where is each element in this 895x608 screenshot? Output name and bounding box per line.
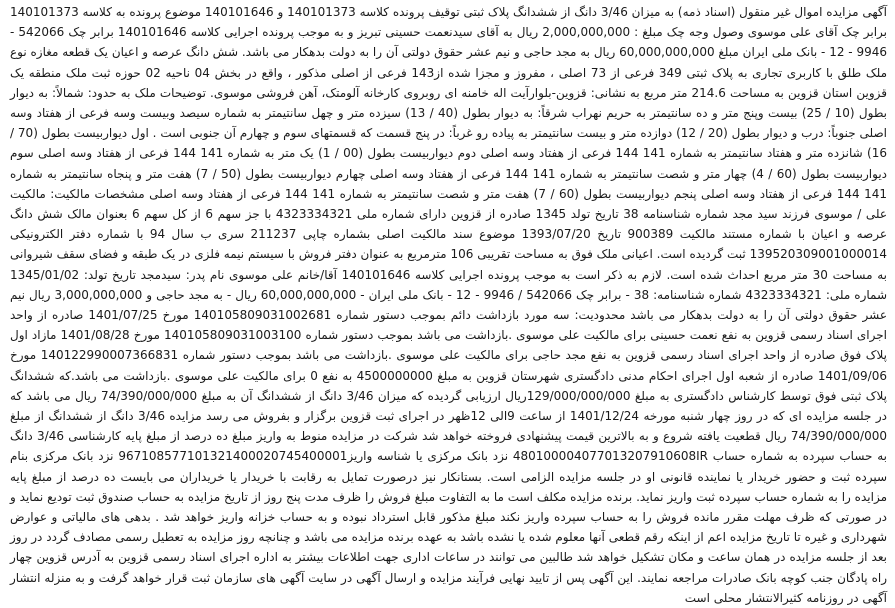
auction-notice-text: آگهی مزایده اموال غیر منقول (اسناد ذمه) به میزان 3/46 دانگ از ششدانگ پلاک ثبتی توقیف پرونده کلاسه 140101373 و 140101646 موضوع پرونده به کلاسه 140101373 برابر چک آقای علی موسوی وصول وجه چک مبلغ : 2,000,000,000 ریال به آقای سیدنعمت حسینی تبریز و به موجب پرونده اجرایی کلاسه 140101646 برابر چک 542066 - 9946 - 12 - بانک ملی ایران مبلغ 60,000,000,000 ریال به مجد حاجی و نیم عشر حقوق دولتی آن را به دولت بدهکار می باشد. شش دانگ عرصه و اعیان یک قطعه مغازه نوع ملک طلق با کاربری تجاری به پلاک ثبتی 349 فرعی از 73 اصلی ، مفروز و مجزا شده از143 فرعی از اصلی مذکور ، واقع در بخش 04 ناحیه 02 حوزه ثبت ملک منطقه یک قزوین استان قزوین به مساحت 214.6 متر مربع به نشانی: قزوین-بلوارآیت اله خامنه ای روبروی کارخانه آلومتک، آهن فروشی موسوی. توضیحات ملک به حدود: شمالاً: به دیوار بطول (10 / 25) بیست وپنج متر و ده سانتیمتر به حریم نهراب شرقاً: به دیوار بطول (40 / 13) سیزده متر و چهل سانتیمتر به شماره سیصد وبیست وسه فرعی از هفتاد وسه اصلی جنوباً: درب و دیوار بطول (20 / 12) دوازده متر و بیست سانتیمتر به پیاده رو غرباً: در پنج قسمت که قسمتهای سوم و چهارم آن جنوبی است . اول دیواربیست بطول (70 / 16) شانزده متر و هفتاد سانتیمتر به شماره 141 144 فرعی از هفتاد وسه اصلی دوم دیواربیست بطول (00 / 1) یک متر به شماره 141 144 فرعی از هفتاد وسه اصلی سوم دیواربیست بطول (60 / 4) چهار متر و شصت سانتیمتر به شماره 141 144 فرعی از هفتاد وسه اصلی چهارم دیواربیست بطول (50 / 7) هفت متر و پنجاه سانتیمتر به شماره 141 144 فرعی از هفتاد وسه اصلی پنجم دیواربیست بطول (60 / 7) هفت متر و شصت سانتیمتر به شماره 141 144 فرعی از هفتاد وسه اصلی مشخصات مالکیت: مالکیت علی / موسوی فرزند سید مجد شماره شناسنامه 38 تاریخ تولد 1345 صادره از قزوین دارای شماره ملی 4323334321 با جز سهم 6 از کل سهم 6 بعنوان مالک شش دانگ عرصه و اعیان با شماره مستند مالکیت 900389 تاریخ 1393/07/20 موضوع سند مالکیت اصلی بشماره چاپی 211237 سری ب سال 94 با شماره دفتر الکترونیکی 139520309001000014 ثبت گردیده است. اعیانی ملک فوق به مساحت تقریبی 106 مترمربع به عنوان دفتر فروش با سیستم نیمه فلزی در یک طبقه و فضای سقف شیروانی به مساحت 30 متر مربع احداث شده است. لازم به ذکر است به موجب پرونده اجرایی کلاسه 140101646 آقا/خانم علی موسوی نام پدر: سیدمجد تاریخ تولد: 1345/01/02 شماره ملی: 4323334321 شماره شناسنامه: 38 - برابر چک 542066 / 9946 - 12 - بانک ملی ایران - 60,000,000,000 ریال - به مجد حاجی و 3,000,000,000 ریال نیم عشر حقوق دولتی آن را به دولت بدهکار می باشد محدودیت: سه مورد بازداشت دائم بموجب دستور شماره 140105809031002681 مورخ 1401/07/25 صادره از واحد اجرای اسناد رسمی قزوین به نفع نعمت حسینی برای مالکیت علی موسوی .بازداشت می باشد بموجب دستور شماره 140105809031003100 مورخ 1401/08/28 مازاد اول پلاک فوق صادره از واحد اجرای اسناد رسمی قزوین به نفع مجد حاجی برای مالکیت علی موسوی .بازداشت می باشد بموجب دستور شماره 140122990007366831 مورخ 1401/09/06 صادره از شعبه اول اجرای احکام مدنی دادگستری شهرستان قزوین به مبلغ 4500000000 به نفع 0 برای مالکیت علی موسوی .بازداشت می باشد.که ششدانگ پلاک ثبتی فوق توسط کارشناس دادگستری به مبلغ 129/000/000/000ریال ارزیابی گردیده که میزان 3/46 دانگ از ششدانگ آن به مبلغ 74/390/000/000 ریال می باشد که در جلسه مزایده ای که در روز چهار شنبه مورخه 1401/12/24 از ساعت 9الی 12ظهر در اجرای ثبت قزوین برگزار و بفروش می رسد مزایده 3/46 دانگ از ششدانگ از مبلغ 74/390/000/000 ریال قطعیت یافته شروع و به بالاترین قیمت پیشنهادی فروخته خواهد شد شرکت در مزایده منوط به واریز مبلغ ده درصد از مبلغ پایه کارشناسی 3/46 دانگ به حساب سپرده به شماره حساب 480100004077013207910608IR نزد بانک مرکزی یا شناسه واریز967108577101321400020745400001 نزد بانک مرکزی بنام سپرده ثبت و حضور خریدار یا نماینده قانونی او در جلسه مزایده الزامی است. بستانکار نیز درصورت تمایل به رقابت با خریدار یا خریداران می بایست ده درصد از مبلغ پایه مزایده را به شماره حساب سپرده ثبت واریز نماید. برنده مزایده مکلف است ما به التفاوت مبلغ فروش را ظرف مدت پنج روز از تاریخ مزایده به حساب صندوق ثبت تودیع نماید و در صورتی که ظرف مهلت مقرر مانده فروش را به حساب سپرده واریز نکند مبلغ مذکور قابل استرداد نبوده و به حساب خزانه واریز خواهد شد . بدهی های مالیاتی و عوارض شهرداری و غیره تا تاریخ مزایده اعم از اینکه رقم قطعی آنها معلوم شده یا نشده باشد به عهده برنده مزایده می باشد و چنانچه روز مزایده به تعطیل رسمی مصادف گردد در روز بعد از جلسه مزایده در همان ساعت و مکان تشکیل خواهد شد طالبین می توانند در ساعات اداری جهت اطلاعات بیشتر به اداره اجرای اسناد رسمی قزوین به آدرس قزوین چهار راه پادگان جنب کوچه بانک صادرات مراجعه نمایند. این آگهی پس از تایید نهایی فرآیند مزایده و ارسال آگهی در سایت آگهی های سازمان ثبت قرار خواهد گرفت و به منزله انتشار آگهی در روزنامه کثیرالانتشار محلی است [10, 5, 888, 605]
